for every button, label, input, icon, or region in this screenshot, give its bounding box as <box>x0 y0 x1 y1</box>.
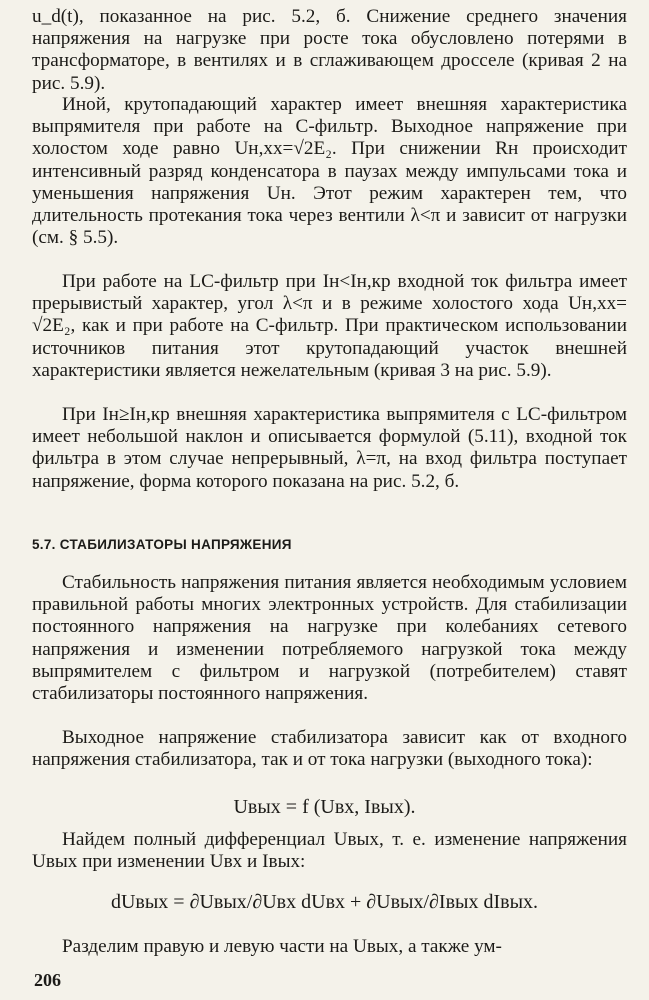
formula-output-voltage: Uвых = f (Uвх, Iвых). <box>233 796 416 818</box>
section-heading: 5.7. СТАБИЛИЗАТОРЫ НАПРЯЖЕНИЯ <box>32 537 292 552</box>
paragraph-2: Иной, крутопадающий характер имеет внешняя характеристика выпрямителя при работе на C-фильтр. Выходное напряжение при холостом ходе равно Uн,хх=√2E₂. При снижении Rн происходит интенсивный разряд конденсатора в паузах между импульсами тока и уменьшения напряжения Uн. Этот режим характерен тем, что длительность протекания тока через вентили λ<π и зависит от нагрузки (см. § 5.5). <box>32 94 627 249</box>
paragraph-1-block <box>32 6 627 95</box>
paragraph-5: Стабильность напряжения питания является необходимым условием правильной работы многих электронных устройств. Для стабилизации постоянного напряжения на нагрузке при колебаниях сетевого напряжения и изменении потребляемого нагрузкой тока между выпрямителем с фильтром и нагрузкой (потребителем) ставят стабилизаторы постоянного напряжения. <box>32 572 627 705</box>
paragraph-8: Разделим правую и левую части на Uвых, а также ум- <box>62 936 502 957</box>
paragraph-3: При работе на LC-фильтр при Iн<Iн,кр входной ток фильтра имеет прерывистый характер, угол λ<π и в режиме холостого хода Uн,хх= √2E₂, как и при работе на C-фильтр. При практическом использовании источников питания этот крутопадающий участок внешней характеристики является нежелательным (кривая 3 на рис. 5.9). <box>32 271 627 381</box>
paragraph-5-block <box>32 572 627 705</box>
paragraph-7-block <box>32 829 627 873</box>
paragraph-6: Выходное напряжение стабилизатора зависит как от входного напряжения стабилизатора, так и от тока нагрузки (выходного тока): <box>32 727 627 771</box>
paragraph-1: u_d(t), показанное на рис. 5.2, б. Снижение среднего значения напряжения на нагрузке при росте тока обусловлено потерями в трансформаторе, в вентилях и в сглаживающем дросселе (кривая 2 на рис. 5.9). <box>32 6 627 94</box>
paragraph-2-block <box>32 94 627 249</box>
page-number: 206 <box>34 970 61 990</box>
paragraph-8-block <box>32 936 627 958</box>
formula-full-differential: dUвых = ∂Uвых/∂Uвх dUвх + ∂Uвых/∂Iвых dIвых. <box>110 891 539 913</box>
paragraph-7: Найдем полный дифференциал Uвых, т. е. изменение напряжения Uвых при изменении Uвх и Iвых: <box>32 829 627 873</box>
paragraph-6-block <box>32 727 627 771</box>
paragraph-3-block <box>32 271 627 382</box>
section-heading-block <box>32 537 627 552</box>
paragraph-4-block <box>32 404 627 493</box>
paragraph-4: При Iн≥Iн,кр внешняя характеристика выпрямителя с LC-фильтром имеет небольшой наклон и описывается формулой (5.11), входной ток фильтра в этом случае непрерывный, λ=π, на вход фильтра поступает напряжение, форма которого показана на рис. 5.2, б. <box>32 404 627 492</box>
